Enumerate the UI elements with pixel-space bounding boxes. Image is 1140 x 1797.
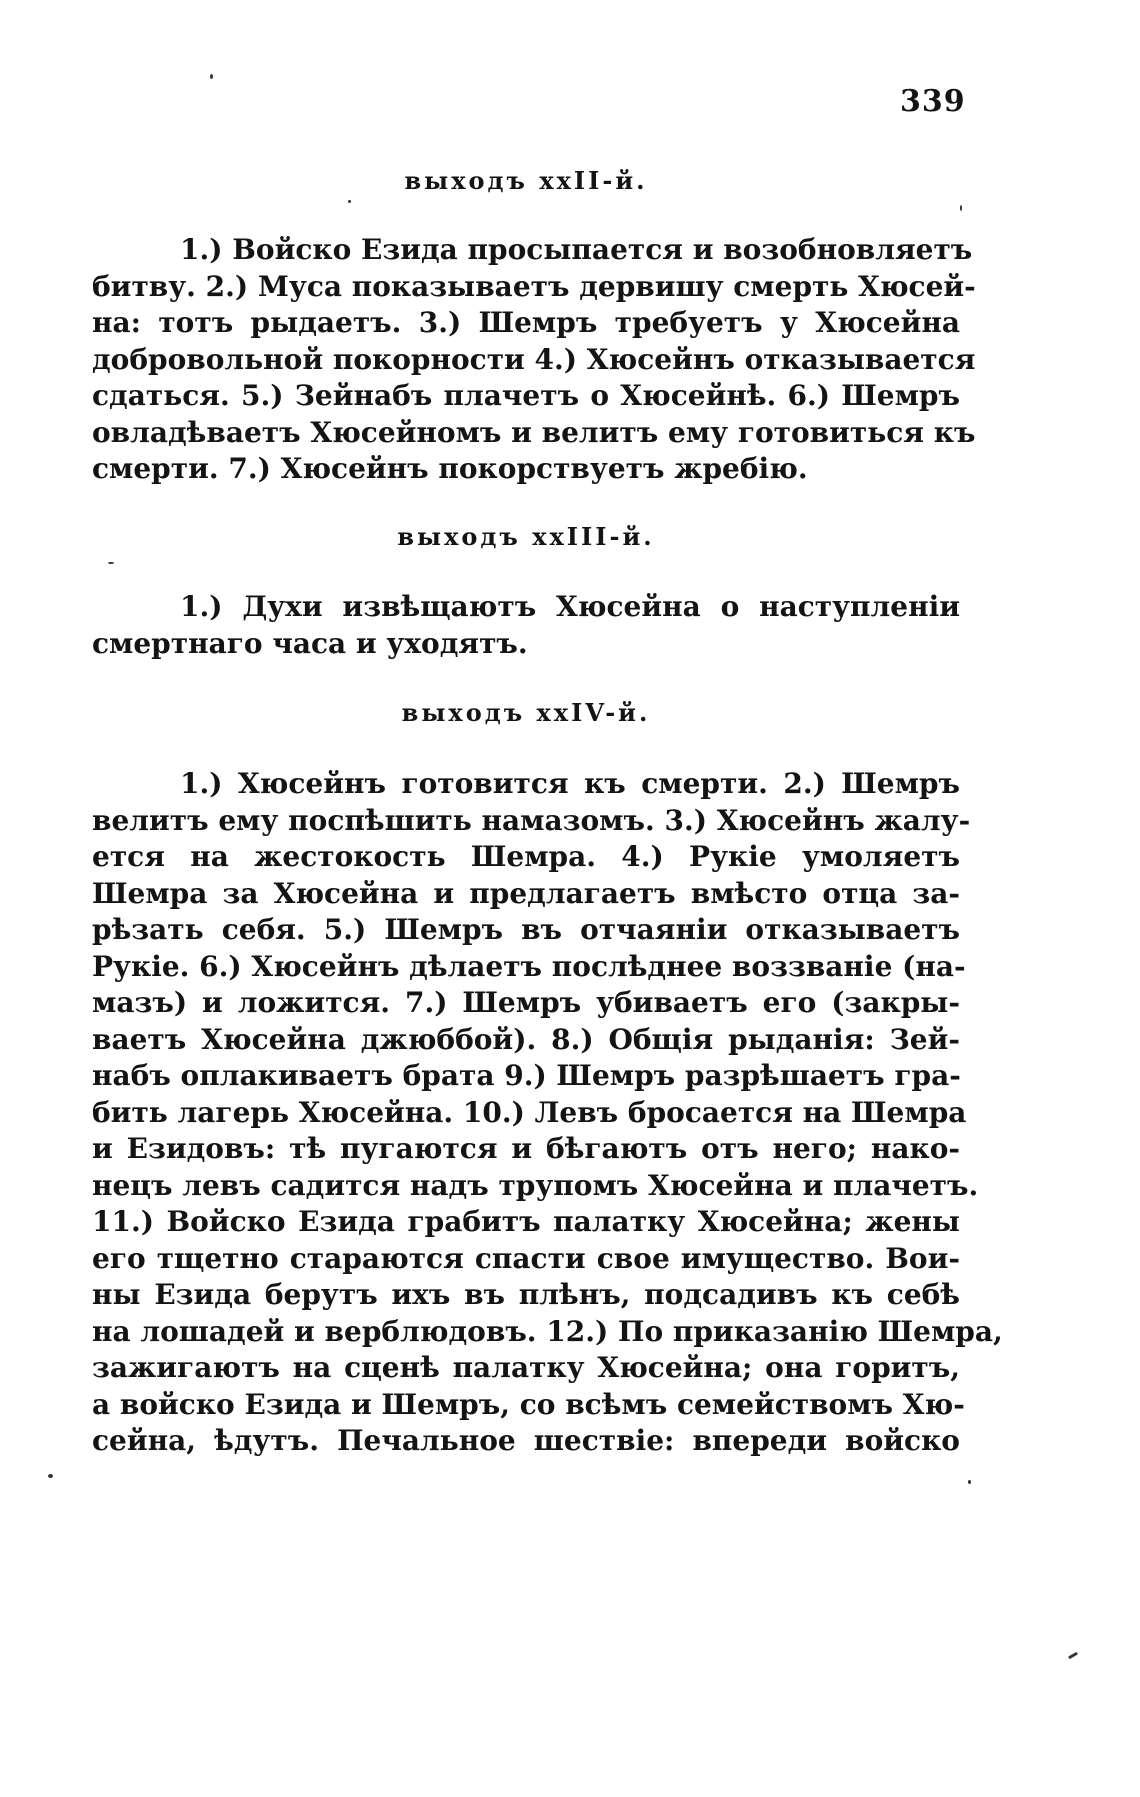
scan-speck [108,562,114,564]
text-line: ется на жестокость Шемра. 4.) Рукіе умоляетъ [92,840,960,873]
text-line: на: тотъ рыдаетъ. 3.) Шемръ требуетъ у Хюсейна [92,306,960,339]
section-heading-22: выходъ ххII-й. [404,166,648,195]
scan-speck [960,205,962,211]
text-line: набъ оплакиваетъ брата 9.) Шемръ разрѣшаетъ гра- [92,1059,961,1092]
text-line: нецъ левъ садится надъ трупомъ Хюсейна и плачетъ. [92,1168,979,1202]
page-number: 339 [900,84,966,119]
section-24-paragraph [92,766,1003,1460]
text-line: его тщетно стараются спасти свое имущество. Вои- [92,1241,960,1275]
section-heading-23: выходъ ххIII-й. [397,522,655,551]
text-line: 1.) Войско Езида просыпается и возобновляетъ [180,233,973,266]
text-line: смертнаго часа и уходятъ. [92,626,528,660]
text-line: овладѣваетъ Хюсейномъ и велитъ ему готовиться къ [92,415,976,449]
text-line: и Езидовъ: тѣ пугаются и бѣгаютъ отъ него; нако- [92,1132,960,1165]
text-line: сдаться. 5.) Зейнабъ плачетъ о Хюсейнѣ. 6.) Шемръ [92,379,960,412]
scan-speck [1068,1652,1078,1660]
text-line: на лошадей и верблюдовъ. 12.) По приказанію Шемра, [92,1314,1003,1348]
text-line: добровольной покорности 4.) Хюсейнъ отказывается [92,342,976,376]
text-line: бить лагерь Хюсейна. 10.) Левъ бросается на Шемра [92,1095,967,1129]
scan-speck [968,1480,971,1484]
section-heading-24: выходъ ххIV-й. [401,698,651,727]
text-line: рѣзать себя. 5.) Шемръ въ отчаяніи отказываетъ [92,913,960,946]
text-line: смерти. 7.) Хюсейнъ покорствуетъ жребію. [92,452,808,485]
scan-speck [348,200,351,203]
section-23-paragraph [92,589,960,662]
text-line: мазъ) и ложится. 7.) Шемръ убиваетъ его (закры- [92,986,960,1019]
text-line: 1.) Духи извѣщаютъ Хюсейна о наступленіи [180,590,960,623]
text-line: ны Езида берутъ ихъ въ плѣнъ, подсадивъ къ себѣ [92,1278,960,1311]
text-line: ваетъ Хюсейна джюббой). 8.) Общія рыданія: Зей- [92,1022,960,1056]
text-line: 11.) Войско Езида грабитъ палатку Хюсейна; жены [92,1205,960,1238]
section-22-paragraph [92,232,976,488]
text-line: а войско Езида и Шемръ, со всѣмъ семействомъ Хю- [92,1387,965,1421]
text-line: сейна, ѣдутъ. Печальное шествіе: впереди войско [92,1424,960,1457]
text-line: зажигаютъ на сценѣ палатку Хюсейна; она горитъ, [92,1351,960,1384]
text-line: 1.) Хюсейнъ готовится къ смерти. 2.) Шемръ [180,767,960,800]
text-line: велитъ ему поспѣшить намазомъ. 3.) Хюсейнъ жалу- [92,803,971,837]
scan-speck [48,1474,53,1478]
text-line: битву. 2.) Муса показываетъ дервишу смерть Хюсей- [92,269,976,303]
text-line: Шемра за Хюсейна и предлагаетъ вмѣсто отца за- [92,876,960,910]
text-line: Рукіе. 6.) Хюсейнъ дѣлаетъ послѣднее воззваніе (на- [92,949,966,983]
scan-speck [210,74,213,79]
